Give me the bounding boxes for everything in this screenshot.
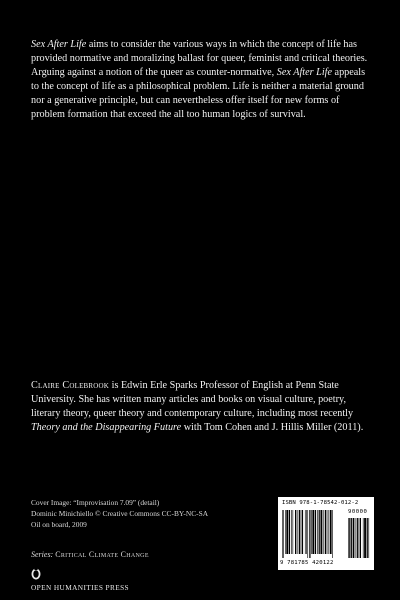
isbn-barcode — [278, 497, 374, 570]
isbn-number: ISBN 978-1-78542-012-2 — [282, 500, 359, 506]
publisher-name: OPEN HUMANITIES PRESS — [31, 583, 130, 592]
credit-line: Oil on board, 2009 — [31, 520, 87, 530]
bio-text: is Edwin Erle Sparks Professor of English at Penn State University. She has written many articles and books on visual culture, poetry, literary theory, queer theory and contemporary culture, including most recently — [31, 380, 354, 419]
publisher — [31, 568, 191, 596]
price-addon-barcode-icon — [348, 518, 370, 560]
related-book-title: Theory and the Disappearing Future — [31, 421, 182, 433]
cover-image-credits — [31, 497, 261, 531]
credit-line: Dominic Minichiello © Creative Commons CC-BY-NC-SA — [31, 509, 209, 519]
blurb-text: aims to consider the various ways in which the concept of life has provided normative and moralizing ballast for queer, feminist and critical theories. Arguing against a notion of the queer as counter-normative, — [31, 39, 368, 78]
author-name: Claire Colebrook — [31, 380, 110, 391]
open-humanities-press-logo-icon — [31, 568, 41, 580]
series-name: Critical Climate Change — [55, 550, 149, 559]
book-blurb — [31, 38, 373, 121]
book-title-italic: Sex After Life — [31, 39, 87, 50]
author-bio — [31, 379, 373, 435]
bio-text: with Tom Cohen and J. Hillis Miller (2011). — [181, 421, 364, 433]
blurb-text: appeals to the concept of life as a philosophical problem. Life is neither a material ground nor a generative principle, but can nevertheless offer itself for new forms of problem formation that exceed the all too human logics of survival. — [31, 66, 366, 120]
book-title-italic: Sex After Life — [276, 66, 332, 78]
credit-line: Cover Image: “Improvisation 7.09” (detail) — [31, 498, 160, 507]
barcode-addon-digits: 90000 — [348, 509, 368, 515]
ean13-barcode-icon — [282, 510, 346, 560]
barcode-main-digits: 9 781785 420122 — [280, 560, 334, 566]
book-series — [31, 550, 149, 559]
series-label: Series: — [31, 550, 54, 559]
